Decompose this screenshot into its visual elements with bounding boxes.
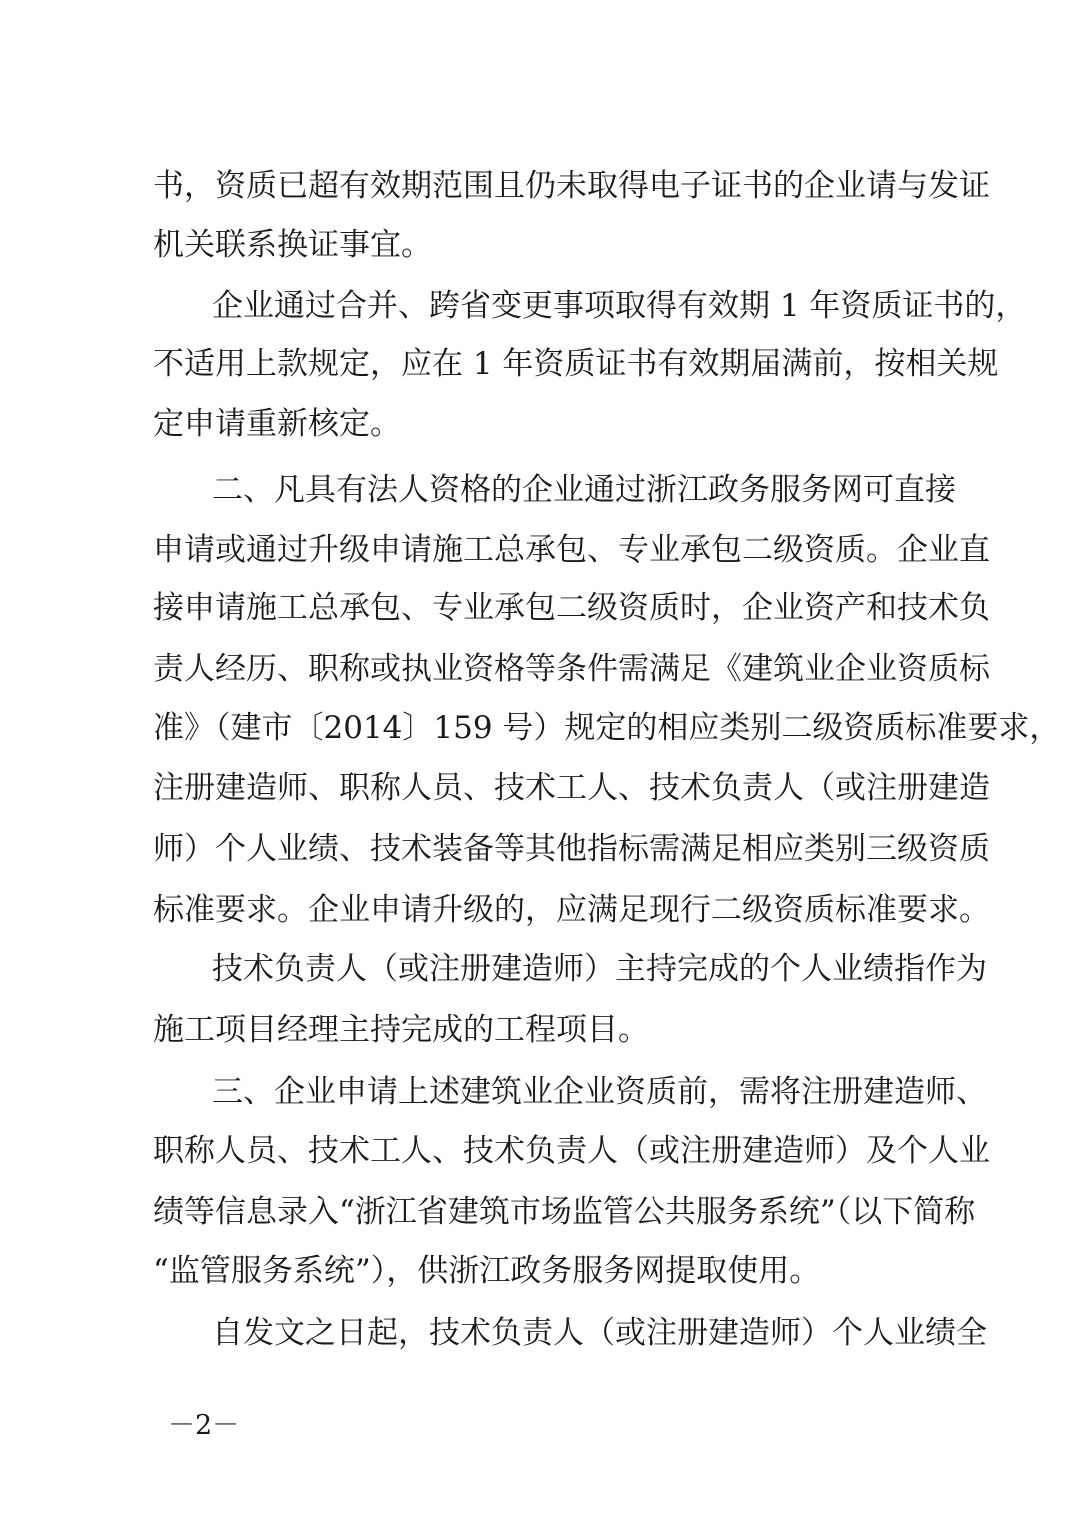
body-text-line: 机关联系换证事宜。: [153, 227, 432, 263]
body-text-line: 标准要求。企业申请升级的，应满足现行二级资质标准要求。: [153, 892, 990, 928]
body-text-line: 职称人员、技术工人、技术负责人（或注册建造师）及个人业: [153, 1133, 990, 1169]
body-text-line: 技术负责人（或注册建造师）主持完成的个人业绩指作为: [212, 951, 987, 987]
body-text-line: 二、凡具有法人资格的企业通过浙江政务服务网可直接: [212, 472, 956, 508]
body-text-line: 接申请施工总承包、专业承包二级资质时，企业资产和技术负: [153, 590, 990, 626]
body-text-line: 书，资质已超有效期范围且仍未取得电子证书的企业请与发证: [153, 168, 990, 204]
body-text-line: 绩等信息录入“浙江省建筑市场监管公共服务系统”（以下简称: [153, 1194, 976, 1230]
body-text-line: 申请或通过升级申请施工总承包、专业承包二级资质。企业直: [153, 532, 990, 568]
body-text-line: 注册建造师、职称人员、技术工人、技术负责人（或注册建造: [153, 770, 990, 806]
body-text-line: 师）个人业绩、技术装备等其他指标需满足相应类别三级资质: [153, 831, 990, 867]
page-number: －2－: [168, 1410, 240, 1441]
body-text-line: 施工项目经理主持完成的工程项目。: [153, 1012, 649, 1048]
body-text-line: “监管服务系统”），供浙江政务服务网提取使用。: [153, 1253, 821, 1289]
body-text-line: 准》（建市〔2014〕159 号）规定的相应类别二级资质标准要求，: [153, 710, 1061, 746]
body-text-line: 企业通过合并、跨省变更事项取得有效期 1 年资质证书的，: [212, 288, 1027, 324]
body-text-line: 三、企业申请上述建筑业企业资质前，需将注册建造师、: [212, 1074, 987, 1110]
body-text-line: 定申请重新核定。: [153, 406, 401, 442]
body-text-line: 责人经历、职称或执业资格等条件需满足《建筑业企业资质标: [153, 651, 990, 687]
body-text-line: 不适用上款规定，应在 1 年资质证书有效期届满前，按相关规: [153, 346, 999, 382]
body-text-line: 自发文之日起，技术负责人（或注册建造师）个人业绩全: [212, 1315, 987, 1351]
